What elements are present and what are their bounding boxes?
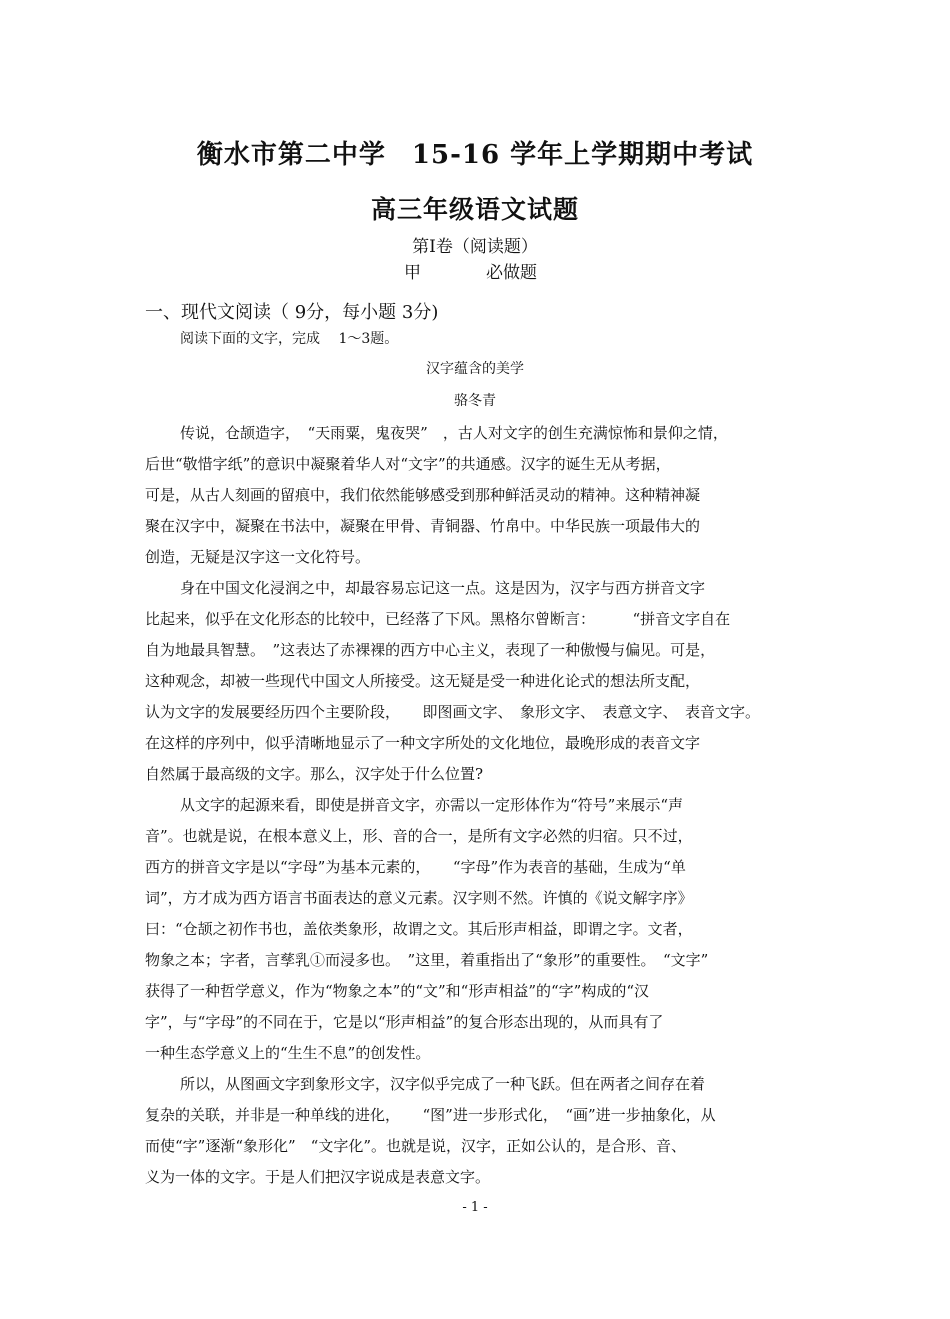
article-line: 创造，无疑是汉字这一文化符号。 [145,548,371,566]
article-line: 西方的拼音文字是以“字母”为基本元素的， “字母”作为表音的基础，生成为“单 [145,858,686,876]
article-line: 获得了一种哲学意义，作为“物象之本”的“文”和“形声相益”的“字”构成的“汉 [145,982,650,1000]
article-line: 这种观念，却被一些现代中国文人所接受。这无疑是受一种进化论式的想法所支配， [145,672,701,690]
article-body [145,418,825,1193]
article-line: 义为一体的文字。于是人们把汉字说成是表意文字。 [145,1168,491,1186]
article-line: 一种生态学意义上的“生生不息”的创发性。 [145,1044,431,1062]
article-title: 汉字蕴含的美学 [426,361,524,377]
article-line: 自为地最具智慧。 ”这表达了赤裸裸的西方中心主义，表现了一种傲慢与偏见。可是， [145,641,716,659]
article-line: 而使“字”逐渐“象形化” “文字化”。也就是说，汉字，正如公认的，是合形、音、 [145,1137,687,1155]
article-line: 物象之本；字者，言孳乳①而浸多也。 ”这里，着重指出了“象形”的重要性。 “文字” [145,951,709,969]
article-line: 所以，从图画文字到象形文字，汉字似乎完成了一种飞跃。但在两者之间存在着 [180,1075,706,1093]
section-instruction: 阅读下面的文字，完成 1～3题。 [180,331,399,347]
volume-title: 第Ⅰ卷（阅读题） [412,237,538,257]
article-line: 传说，仓颉造字， “天雨粟，鬼夜哭” ，古人对文字的创生充满惊怖和景仰之情， [180,424,728,442]
article-line: 可是，从古人刻画的留痕中，我们依然能够感受到那种鲜活灵动的精神。这种精神凝 [145,486,701,504]
page-number: - 1 - [462,1200,488,1215]
article-line: 认为文字的发展要经历四个主要阶段， 即图画文字、 象形文字、 表意文字、 表音文字。 [145,703,761,721]
article-line: 词”，方才成为西方语言书面表达的意义元素。汉字则不然。许慎的《说文解字序》 [145,889,693,907]
article-author: 骆冬青 [454,393,496,409]
article-line: 身在中国文化浸润之中，却最容易忘记这一点。这是因为，汉字与西方拼音文字 [180,579,706,597]
exam-title-line [0,134,950,171]
article-line: 从文字的起源来看，即使是拼音文字，亦需以一定形体作为“符号”来展示“声 [180,796,684,814]
part-label: 甲 [404,263,421,283]
article-line: 比起来，似乎在文化形态的比较中，已经落了下风。黑格尔曾断言： “拼音文字自在 [145,610,731,628]
part-name: 必做题 [486,263,537,283]
article-line: 在这样的序列中，似乎清晰地显示了一种文字所处的文化地位，最晚形成的表音文字 [145,734,701,752]
article-line: 音”。也就是说，在根本意义上，形、音的合一，是所有文字必然的归宿。只不过， [145,827,693,845]
article-line: 自然属于最高级的文字。那么，汉字处于什么位置? [145,765,484,783]
article-line: 字”，与“字母”的不同在于，它是以“形声相益”的复合形态出现的，从而具有了 [145,1013,664,1031]
article-line: 后世“敬惜字纸”的意识中凝聚着华人对“文字”的共通感。汉字的诞生无从考据， [145,455,671,473]
article-line: 曰：“仓颉之初作书也，盖依类象形，故谓之文。其后形声相益，即谓之字。文者， [145,920,693,938]
article-line: 聚在汉字中，凝聚在书法中，凝聚在甲骨、青铜器、竹帛中。中华民族一项最伟大的 [145,517,701,535]
article-line: 复杂的关联，并非是一种单线的进化， “图”进一步形式化， “画”进一步抽象化，从 [145,1106,716,1124]
section-heading: 一、现代文阅读（ 9分，每小题 3分) [145,302,439,323]
term-name: 15-16 学年上学期期中考试 [411,140,754,170]
exam-subject-title: 高三年级语文试题 [370,195,579,224]
school-name: 衡水市第二中学 [196,140,386,170]
